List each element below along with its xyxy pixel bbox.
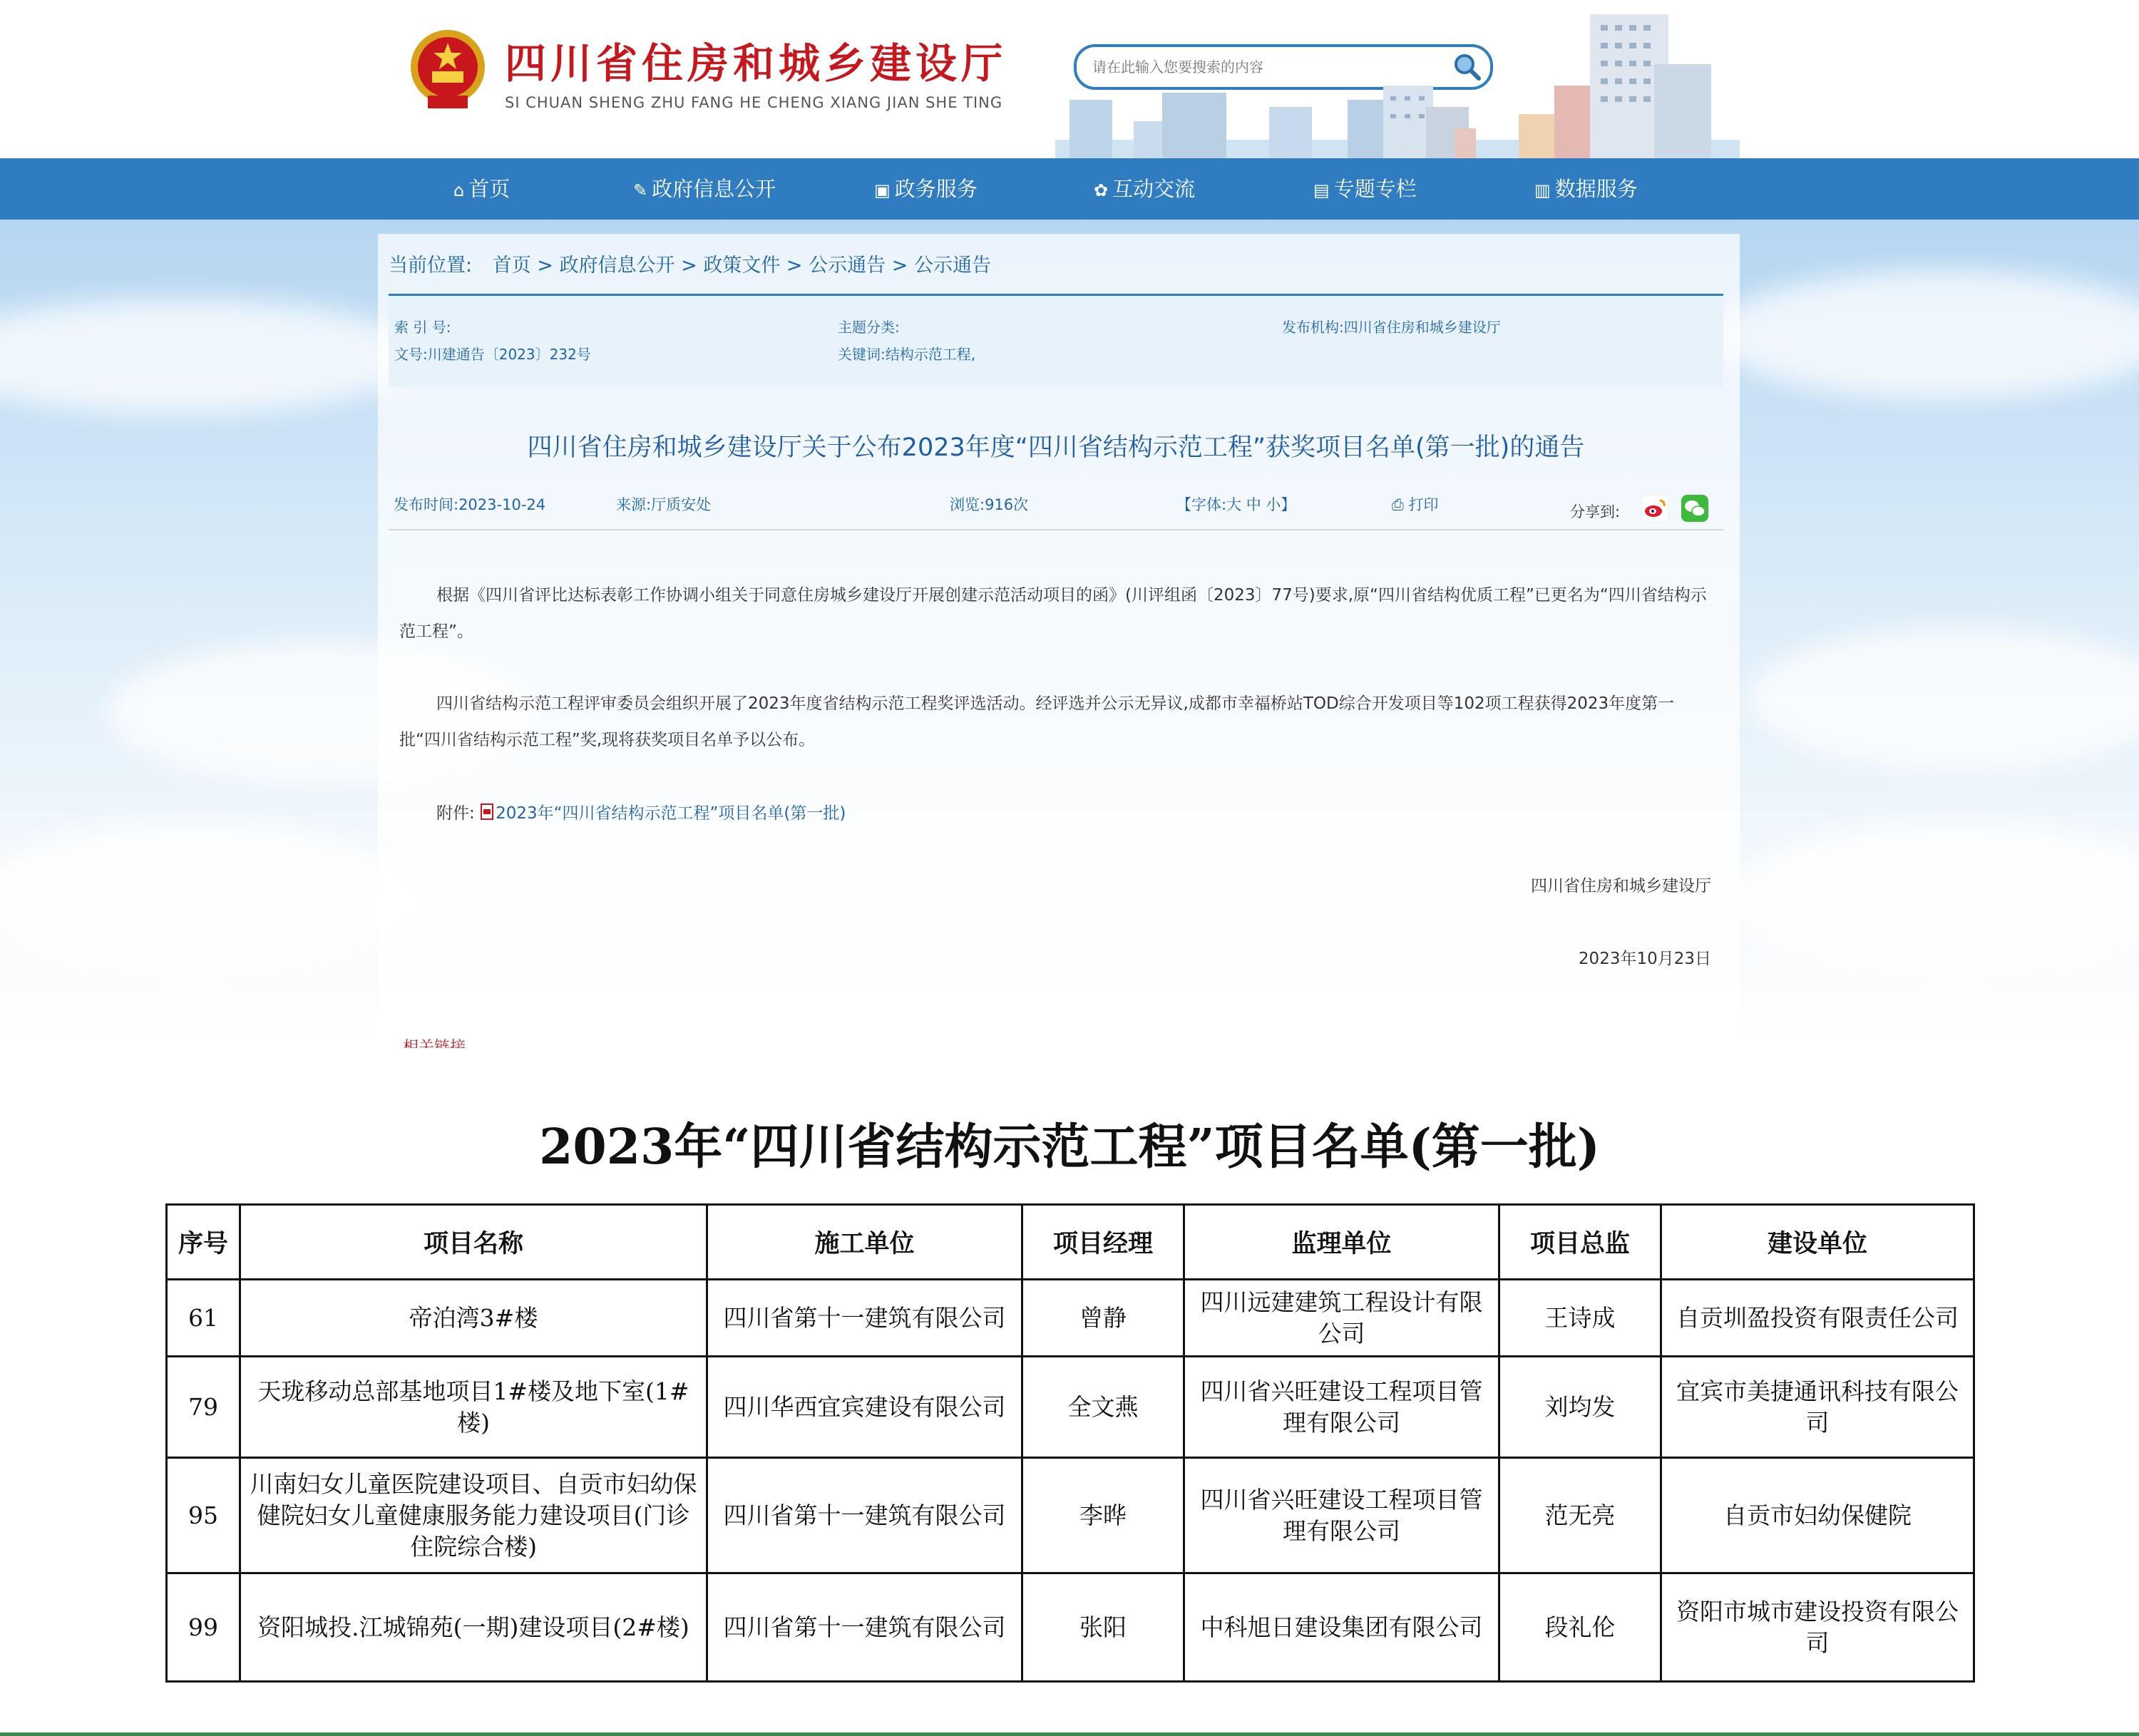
list-title: 2023年“四川省结构示范工程”项目名单(第一批) (539, 1119, 1600, 1176)
nav-data-services-label: 数据服务 (1554, 177, 1638, 201)
breadcrumb-item-notices-current[interactable]: 公示通告 (913, 255, 991, 277)
cell-project-manager: 张阳 (1022, 1573, 1184, 1682)
publish-time: 发布时间:2023-10-24 (394, 496, 546, 513)
image-icon: ▤ (1313, 180, 1330, 200)
header-owner: 建设单位 (1661, 1205, 1974, 1280)
print-button[interactable] (1392, 493, 1439, 515)
article-paragraph-2: 四川省结构示范工程评审委员会组织开展了2023年度省结构示范工程奖评选活动。经评选并公示无异议,成都市幸福桥站TOD综合开发项目等102项工程获得2023年度第一批“四川省结构示范工程”奖,现将获奖项目名单予以公布。 (399, 694, 1675, 749)
cell-chief-supervisor: 王诗成 (1499, 1280, 1661, 1357)
meta-keywords: 关键词:结构示范工程, (838, 346, 976, 363)
nav-gov-info[interactable] (633, 158, 776, 220)
cell-project-manager: 曾静 (1022, 1280, 1184, 1357)
meta-index-no: 索 引 号: (394, 319, 451, 336)
header-serial: 序号 (167, 1205, 240, 1280)
site-header (0, 0, 2139, 158)
breadcrumb-item-notices[interactable]: 公示通告 (809, 255, 886, 277)
font-size-switch[interactable]: 【字体:大 中 小】 (1176, 496, 1296, 513)
share-label: 分享到: (1570, 503, 1621, 520)
chat-icon: ✿ (1094, 180, 1109, 200)
nav-interaction-label: 互动交流 (1112, 177, 1196, 201)
breadcrumb-separator: > (537, 255, 553, 277)
table-header-row (167, 1205, 1974, 1280)
header-contractor: 施工单位 (707, 1205, 1022, 1280)
cell-contractor: 四川省第十一建筑有限公司 (707, 1573, 1022, 1682)
print-label: 打印 (1408, 496, 1439, 513)
cell-project-name: 帝泊湾3#楼 (240, 1280, 707, 1357)
nav-interaction[interactable] (1094, 158, 1195, 220)
bottom-border (0, 1732, 2139, 1736)
signature-org: 四川省住房和城乡建设厅 (1531, 877, 1711, 895)
cell-project-name: 天珑移动总部基地项目1#楼及地下室(1#楼) (240, 1357, 707, 1458)
print-icon: ⎙ (1392, 496, 1404, 513)
cell-project-manager: 全文燕 (1022, 1357, 1184, 1458)
nav-data-services[interactable] (1534, 158, 1638, 220)
nav-special-topics[interactable] (1313, 158, 1417, 220)
meta-doc-no: 文号:川建通告〔2023〕232号 (394, 346, 591, 363)
pdf-file-icon (480, 803, 496, 821)
cell-supervisor-unit: 四川省兴旺建设工程项目管理有限公司 (1184, 1357, 1499, 1458)
breadcrumb-item-home[interactable]: 首页 (492, 255, 531, 277)
cell-project-name: 川南妇女儿童医院建设项目、自贡市妇幼保健院妇女儿童健康服务能力建设项目(门诊住院综合楼) (240, 1458, 707, 1573)
home-icon: ⌂ (453, 180, 465, 200)
meta-publisher: 发布机构:四川省住房和城乡建设厅 (1282, 319, 1501, 336)
breadcrumb-separator: > (891, 255, 908, 277)
attachment-link[interactable]: 2023年“四川省结构示范工程”项目名单(第一批) (496, 804, 846, 823)
article-title: 四川省住房和城乡建设厅关于公布2023年度“四川省结构示范工程”获奖项目名单(第一批)的通告 (527, 433, 1585, 462)
cell-project-manager: 李晔 (1022, 1458, 1184, 1573)
cell-contractor: 四川华西宜宾建设有限公司 (707, 1357, 1022, 1458)
article-source: 来源:厅质安处 (616, 496, 712, 513)
cell-serial: 99 (167, 1573, 240, 1682)
project-list-table (165, 1203, 1975, 1683)
table-row (167, 1357, 1974, 1458)
cell-owner: 自贡圳盈投资有限责任公司 (1661, 1280, 1974, 1357)
city-skyline-image (1055, 14, 1740, 158)
breadcrumb-separator: > (786, 255, 803, 277)
national-emblem-icon (408, 27, 488, 111)
document-meta (389, 294, 1723, 387)
main-nav (0, 158, 2139, 220)
meta-divider (389, 529, 1723, 530)
cell-supervisor-unit: 四川远建建筑工程设计有限公司 (1184, 1280, 1499, 1357)
cell-chief-supervisor: 刘均发 (1499, 1357, 1661, 1458)
cell-chief-supervisor: 段礼伦 (1499, 1573, 1661, 1682)
cell-owner: 资阳市城市建设投资有限公司 (1661, 1573, 1974, 1682)
breadcrumb-separator: > (681, 255, 697, 277)
cell-serial: 61 (167, 1280, 240, 1357)
nav-home[interactable] (453, 158, 510, 220)
nav-home-label: 首页 (468, 177, 511, 201)
meta-category: 主题分类: (838, 319, 900, 336)
header-supervisor-unit: 监理单位 (1184, 1205, 1499, 1280)
cell-supervisor-unit: 中科旭日建设集团有限公司 (1184, 1573, 1499, 1682)
article-paragraph-1: 根据《四川省评比达标表彰工作协调小组关于同意住房城乡建设厅开展创建示范活动项目的函》(川评组函〔2023〕77号)要求,原“四川省结构优质工程”已更名为“四川省结构示范工程”。 (399, 586, 1707, 641)
weibo-icon[interactable] (1641, 495, 1668, 522)
attachment-label: 附件: (436, 804, 475, 823)
nav-gov-services[interactable] (874, 158, 978, 220)
cell-project-name: 资阳城投.江城锦苑(一期)建设项目(2#楼) (240, 1573, 707, 1682)
table-row (167, 1458, 1974, 1573)
cell-contractor: 四川省第十一建筑有限公司 (707, 1280, 1022, 1357)
signature-date: 2023年10月23日 (1578, 950, 1711, 968)
id-card-icon: ▣ (874, 180, 891, 200)
breadcrumb (389, 250, 991, 277)
cell-serial: 95 (167, 1458, 240, 1573)
cell-supervisor-unit: 四川省兴旺建设工程项目管理有限公司 (1184, 1458, 1499, 1573)
grid-icon: ▥ (1534, 180, 1551, 200)
header-project-manager: 项目经理 (1022, 1205, 1184, 1280)
breadcrumb-label: 当前位置: (389, 255, 473, 277)
header-chief-supervisor: 项目总监 (1499, 1205, 1661, 1280)
cell-owner: 宜宾市美捷通讯科技有限公司 (1661, 1357, 1974, 1458)
cell-serial: 79 (167, 1357, 240, 1458)
cell-owner: 自贡市妇幼保健院 (1661, 1458, 1974, 1573)
view-count: 浏览:916次 (950, 496, 1029, 513)
table-row (167, 1280, 1974, 1357)
header-project-name: 项目名称 (240, 1205, 707, 1280)
breadcrumb-item-policy[interactable]: 政策文件 (703, 255, 781, 277)
nav-special-topics-label: 专题专栏 (1333, 177, 1417, 201)
nav-gov-services-label: 政务服务 (894, 177, 978, 201)
nav-gov-info-label: 政府信息公开 (652, 177, 776, 201)
wechat-icon[interactable] (1681, 495, 1708, 522)
cell-contractor: 四川省第十一建筑有限公司 (707, 1458, 1022, 1573)
cell-chief-supervisor: 范无亮 (1499, 1458, 1661, 1573)
site-title[interactable]: 四川省住房和城乡建设厅 (505, 39, 1007, 88)
site-subtitle: SI CHUAN SHENG ZHU FANG HE CHENG XIANG JIAN SHE TING (505, 94, 1003, 111)
attachment (436, 800, 846, 823)
table-row (167, 1573, 1974, 1682)
breadcrumb-item-gov-info[interactable]: 政府信息公开 (559, 255, 675, 277)
edit-icon: ✎ (633, 180, 648, 200)
